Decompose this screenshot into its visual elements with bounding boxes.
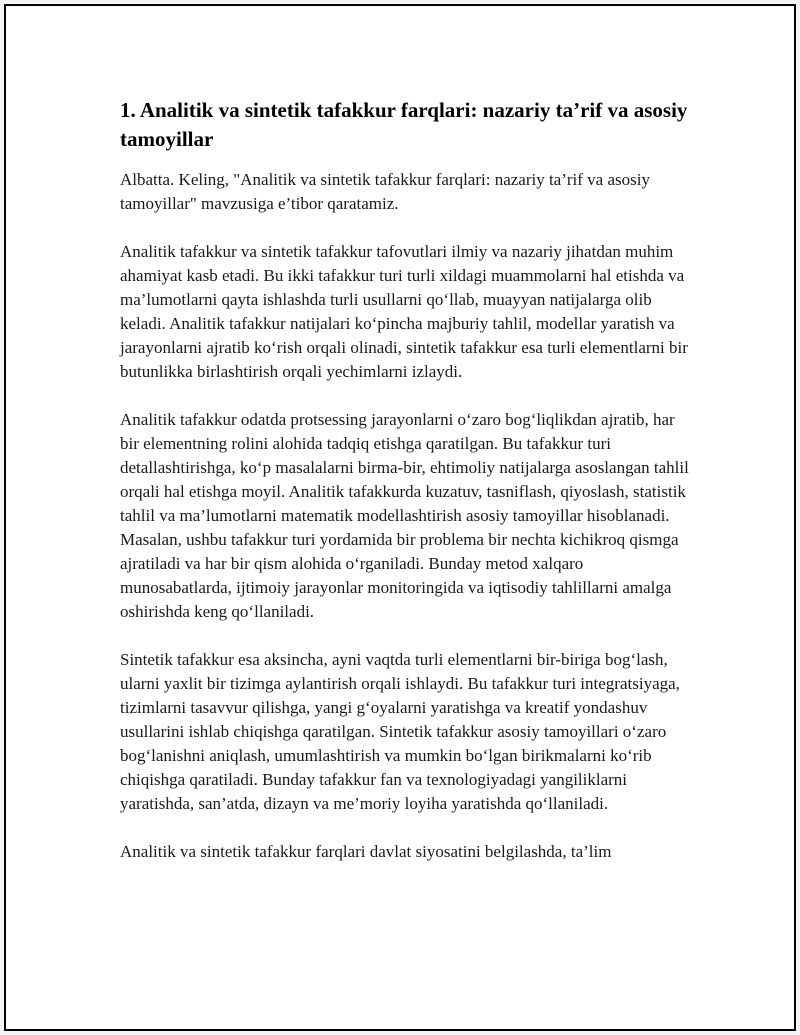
paragraph-analytic: Analitik tafakkur odatda protsessing jarayonlarni o‘zaro bog‘liqlikdan ajratib, har bir elementning rolini alohida tadqiq etishga qaratilgan. Bu tafakkur turi detallashtirishga, ko‘p masalalarni birma-bir, ehtimoliy natijalarga asoslangan tahlil orqali hal etishga moyil. Analitik tafakkurda kuzatuv, tasniflash, qiyoslash, statistik tahlil va ma’lumotlarni matematik modellashtirish asosiy tamoyillar hisoblanadi. Masalan, ushbu tafakkur turi yordamida bir problema bir nechta kichikroq qismga ajratiladi va har bir qism alohida o‘rganiladi. Bunday metod xalqaro munosabatlarda, ijtimoiy jarayonlar monitoringida va iqtisodiy tahlillarni amalga oshirishda keng qo‘llaniladi. [120, 410, 689, 621]
paragraph-intro: Albatta. Keling, "Analitik va sintetik tafakkur farqlari: nazariy ta’rif va asosiy tamoyillar" mavzusiga e’tibor qaratamiz. [120, 170, 650, 213]
document-body [120, 96, 694, 888]
document-page [4, 4, 796, 1031]
paragraph-synthetic: Sintetik tafakkur esa aksincha, ayni vaqtda turli elementlarni bir-biriga bog‘lash, ularni yaxlit bir tizimga aylantirish orqali ishlaydi. Bu tafakkur turi integratsiyaga, tizimlarni tasavvur qilishga, yangi g‘oyalarni yaratishga va kreatif yondashuv usullarini ishlab chiqishga qaratilgan. Sintetik tafakkur asosiy tamoyillari o‘zaro bog‘lanishni aniqlash, umumlashtirish va mumkin bo‘lgan birikmalarni ko‘rib chiqishga qaratiladi. Bunday tafakkur fan va texnologiyadagi yangiliklarni yaratishda, san’atda, dizayn va me’moriy loyiha yaratishda qo‘llaniladi. [120, 650, 680, 813]
paragraph-differences: Analitik va sintetik tafakkur farqlari davlat siyosatini belgilashda, ta’lim [120, 842, 612, 861]
section-heading: 1. Analitik va sintetik tafakkur farqlari: nazariy ta’rif va asosiy tamoyillar [120, 98, 688, 151]
paragraph-overview: Analitik tafakkur va sintetik tafakkur tafovutlari ilmiy va nazariy jihatdan muhim ahamiyat kasb etadi. Bu ikki tafakkur turi turli xildagi muammolarni hal etishda va ma’lumotlarni qayta ishlashda turli usullarni qo‘llab, muayyan natijalarga olib keladi. Analitik tafakkur natijalari ko‘pincha majburiy tahlil, modellar yaratish va jarayonlarni ajratib ko‘rish orqali olinadi, sintetik tafakkur esa turli elementlarni bir butunlikka birlashtirish orqali yechimlarni izlaydi. [120, 242, 688, 381]
